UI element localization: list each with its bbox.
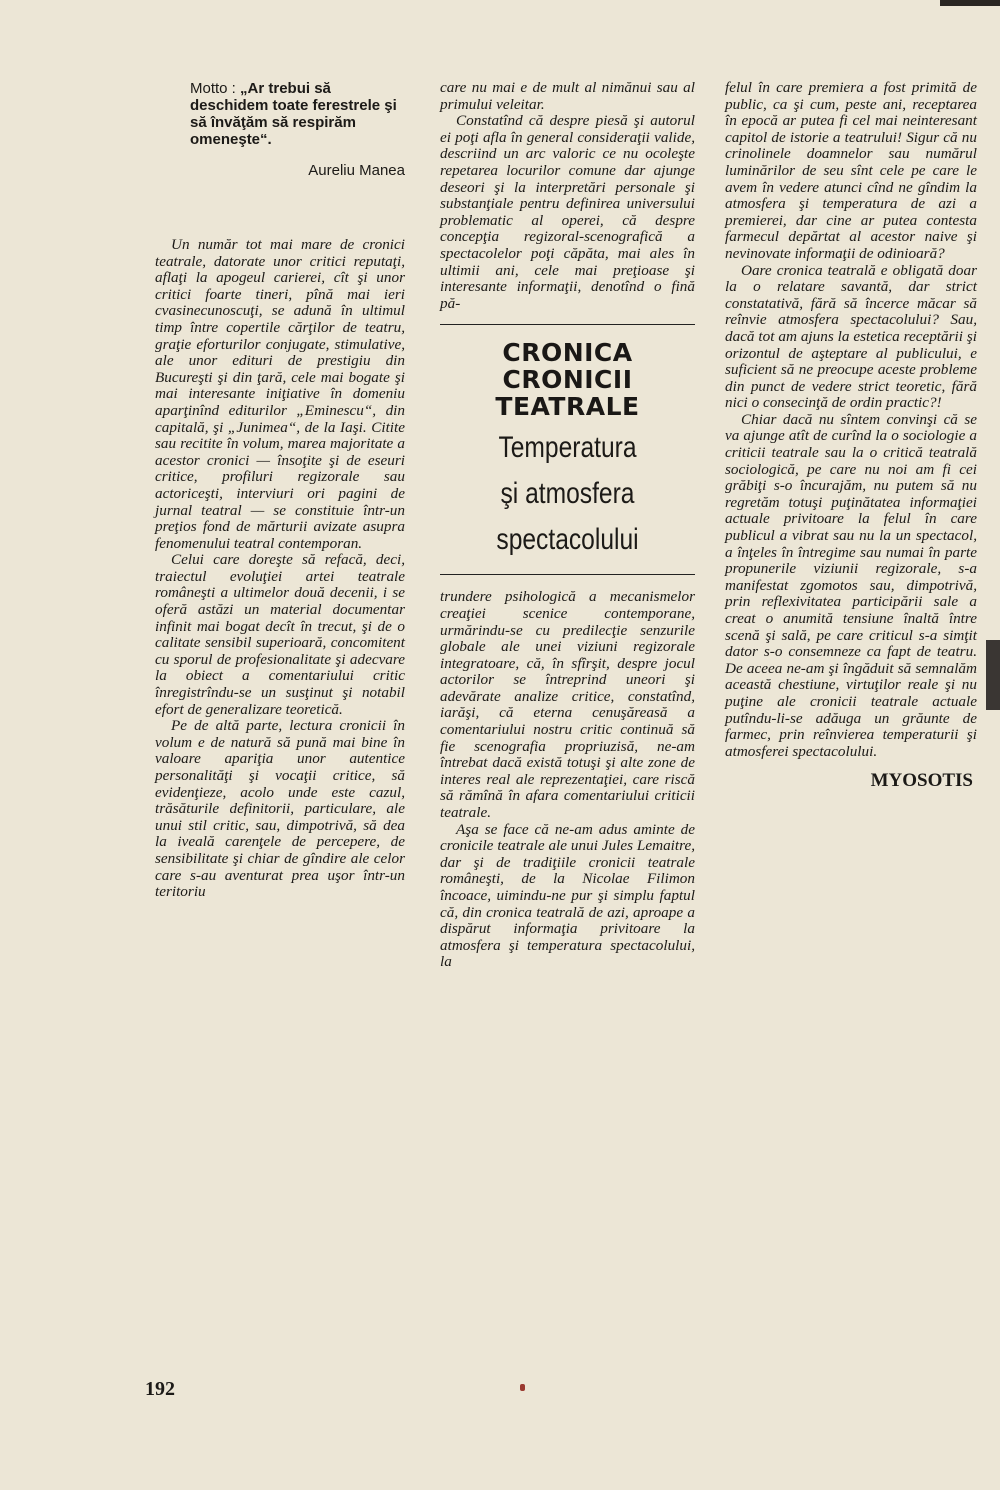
paragraph: Chiar dacă nu sîntem convinşi că se va ajunge atît de curînd la o sociologie a criticii teatrale sau la o critică teatrală sociologică, pe care nu noi am fi cei grăbiţi s-o încurajăm, nu putem să nu regretăm totuşi puţinătatea informaţiei actuale privitoare la felul în care publicul a vibrat sau nu la un spectacol, a înţeles în întregime sau numai în parte propunerile viziunii regizorale, s-a manifestat zgomotos sau, dimpotrivă, prin reflexivitatea participării sale a creat o anumită tensiune înaltă între scenă şi sală, pe care criticul s-a simţit dator s-o consemneze ca fapt de teatru. De aceea ne-am şi îngăduit să semnalăm această chestiune, virtuţilor reale şi nu puţine ale cronicii teatrale actuale putîndu-li-se adăuga un grăunte de farmec, prin reînvierea temperaturii şi atmosferei spectacolului. <box>725 410 977 760</box>
scan-edge-mark <box>986 640 1000 710</box>
article-title-line: şi atmosfera <box>500 477 635 511</box>
print-speck <box>520 1384 525 1391</box>
paragraph: Constatînd că despre piesă şi autorul ei poţi afla în general consideraţii valide, descriind un arc valoric ce nu ocoleşte repetarea locurilor comune dar ajunge deseori şi la interpretări personale şi substanţiale pentru definirea universului problematic al operei, că despre concepţia regizoral-scenografică a spectacolelor poţi căpăta, mai ales în ultimii ani, cele mai preţioase şi interesante informaţii, denotînd o fină pă- <box>440 112 695 312</box>
paragraph: trundere psihologică a mecanismelor creaţiei scenice contemporane, urmărindu-se cu predilecţie senzurile globale ale unei viziuni regizorale integratoare, că, în sfîrşit, despre jocul actorilor se întreprind uneori şi adevărate analize critice, constatînd, iarăşi, că eterna cenuşăreasă a comentariului nostru critic continuă să fie scenografia propriuzisă, ne-am întrebat dacă există totuşi şi alte zone de interes real ale reprezentaţiei, care riscă să rămînă în afara comentariului criticii teatrale. <box>440 588 695 822</box>
motto-author: Aureliu Manea <box>308 162 405 179</box>
paragraph: Pe de altă parte, lectura cronicii în volum e de natură să pună mai bine în valoare apariţia unor autentice personalităţi şi vocaţii critice, să evidenţieze, acolo unde este cazul, trăsăturile definitorii, particulare, ale unui stil critic, sau, dimpotrivă, să dea la iveală carenţele de percepere, de sensibilitate şi chiar de gîndire ale celor care s-au aventurat prea uşor într-un teritoriu <box>155 717 405 901</box>
page-number: 192 <box>145 1378 175 1400</box>
article-title-line: Temperatura <box>498 431 637 465</box>
paragraph: Celui care doreşte să refacă, deci, traiectul evoluţiei artei teatrale româneşti a ultimelor două decenii, i se oferă astăzi un material documentar infinit mai bogat decît în trecut, şi de o calitate sensibil superioară, concomitent cu sporul de profesionalitate şi adecvare la obiect a comentariului critic înregistrîndu-se un susţinut şi notabil efort de generalizare teoretică. <box>155 551 405 718</box>
column-2 <box>440 80 695 971</box>
paragraph: Un număr tot mai mare de cronici teatrale, datorate unor critici reputaţi, aflaţi la apogeul carierei, cît şi unor critici foarte tineri, pînă mai ieri cvasinecunoscuţi, se adună în ultimul timp între copertile cărţilor de teatru, graţie eforturilor conjugate, stimulative, ale unor edituri de prestigiu din Bucureşti şi din ţară, cele mai bogate şi mai interesante iniţiative în domeniu aparţinînd editurilor „Eminescu“, din capitală, şi „Junimea“, de la Iaşi. Citite sau recitite în volum, marea majoritate a acestor cronici — însoţite şi de eseuri critice, profiluri regizorale sau actoriceşti, interviuri ori pagini de jurnal teatral — se constituie într-un preţios fond de mărturii avizate asupra fenomenului teatral contemporan. <box>155 236 405 552</box>
paragraph: felul în care premiera a fost primită de public, ca şi cum, peste ani, receptarea în epocă ar putea fi cel mai neinteresant capitol de istorie a teatrului! Sigur că nu crinolinele doamnelor sau numărul luminărilor de seu sînt cele pe care le avem în vedere atunci cînd ne gîndim la atmosfera şi temperatura de azi a premierei, dar cine ar putea contesta farmecul depărtat al acestor naive şi nevinovate informaţii de odinioară? <box>725 79 977 262</box>
article-title-box <box>440 324 695 575</box>
rubric-line: CRONICA <box>502 338 633 368</box>
column-1 <box>155 80 405 901</box>
motto-quote: „Ar trebui să deschidem toate ferestrele şi să învăţăm să respirăm omeneşte“. <box>190 80 397 148</box>
rubric-line: CRONICII <box>502 365 633 395</box>
paragraph: Oare cronica teatrală e obligată doar la o relatare savantă, dar strict constatativă, fără să încerce măcar să reînvie atmosfera spectacolului? Sau, dacă tot am ajuns la estetica receptării şi orizontul de aşteptare al publicului, e suficient să ne preocupe aceste probleme din punct de vedere strict teoretic, fără nici o consecinţă de ordin practic?! <box>725 261 977 412</box>
scan-corner-mark <box>940 0 1000 6</box>
motto-label: Motto : <box>190 80 236 97</box>
paragraph: care nu mai e de mult al nimănui sau al primului veleitar. <box>440 79 695 113</box>
column-3 <box>725 80 977 792</box>
paragraph: Aşa se face că ne-am adus aminte de cronicile teatrale ale unui Jules Lemaitre, dar şi de tradiţiile cronicii teatrale româneşti, de la Nicolae Filimon încoace, uimindu-ne pur şi simplu faptul că, din cronica teatrală de azi, aproape a dispărut informaţia privitoare la atmosfera şi temperatura spectacolului, la <box>440 820 695 971</box>
motto <box>190 80 405 148</box>
rubric-line: TEATRALE <box>495 392 640 422</box>
author-signature: MYOSOTIS <box>870 770 973 792</box>
article-title-line: spectacolului <box>496 523 639 557</box>
